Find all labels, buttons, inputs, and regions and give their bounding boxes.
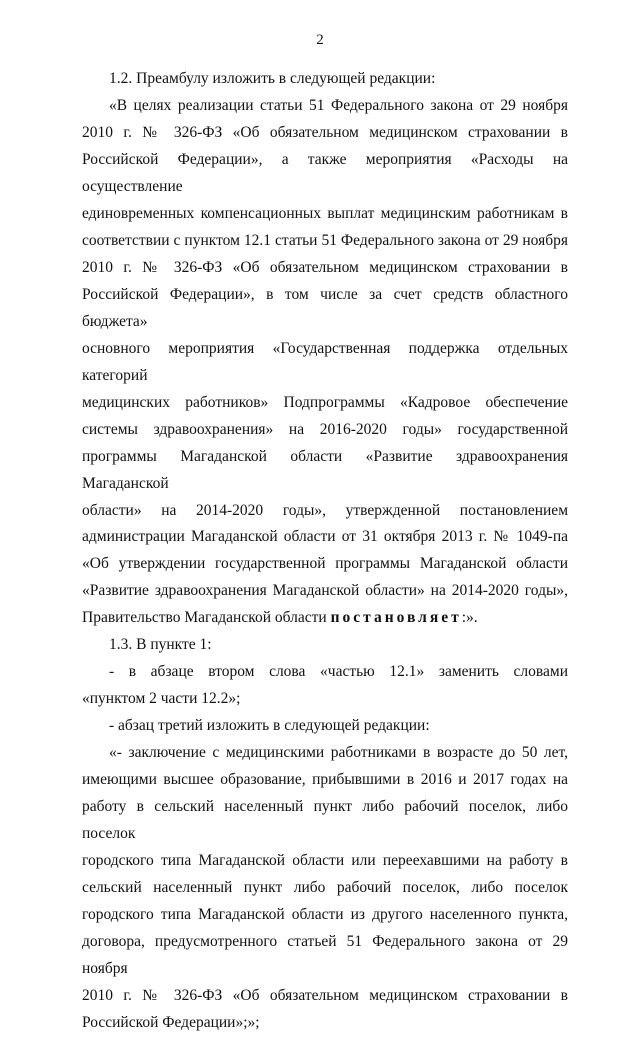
preamble-line: «В целях реализации статьи 51 Федерального закона от 29 ноября (109, 96, 568, 114)
quote-last-line: Российской Федерации»;»; (82, 1013, 260, 1031)
item-1-3-heading: 1.3. В пункте 1: (109, 636, 212, 654)
item-1-3-sub1 (82, 659, 568, 713)
preamble-last-end: :». (461, 609, 478, 627)
sub1-line: «пунктом 2 части 12.2»; (82, 690, 241, 708)
preamble-last-line (82, 605, 568, 632)
preamble-line: основного мероприятия «Государственная поддержка отдельных категорий (82, 339, 568, 384)
quote-line: сельский населенный пункт либо рабочий поселок, либо поселок (82, 879, 568, 897)
preamble-line: Российской Федерации», а также мероприятия «Расходы на осуществление (82, 150, 568, 195)
quote-line: работу в сельский населенный пункт либо рабочий поселок, либо поселок (82, 798, 568, 843)
item-1-3-sub2: - абзац третий изложить в следующей редакции: (109, 717, 430, 735)
quote-line: «- заключение с медицинскими работниками в возрасте до 50 лет, (109, 744, 568, 762)
quote-line: городского типа Магаданской области из другого населенного пункта, (82, 906, 568, 924)
preamble-line: соответствии с пунктом 12.1 статьи 51 Федерального закона от 29 ноября (82, 231, 568, 249)
preamble-last-start: Правительство Магаданской области (82, 609, 327, 627)
preamble-line: администрации Магаданской области от 31 октября 2013 г. № 1049-па (82, 528, 568, 546)
quote-line: имеющими высшее образование, прибывшими в 2016 и 2017 годах на (82, 771, 568, 789)
sub1-line: - в абзаце втором слова «частью 12.1» заменить словами (109, 663, 568, 681)
quote-line: городского типа Магаданской области или переехавшими на работу в (82, 852, 568, 870)
preamble-line: области» на 2014-2020 годы», утвержденной постановлением (82, 501, 568, 519)
preamble-line: «Развитие здравоохранения Магаданской области» на 2014-2020 годы», (82, 582, 568, 600)
page-number: 2 (316, 32, 324, 48)
postanovlyaet-word: постановляет (330, 609, 462, 627)
preamble-line: программы Магаданской области «Развитие здравоохранения Магаданской (82, 447, 568, 492)
quote-line: 2010 г. № 326-ФЗ «Об обязательном медицинском страховании в (82, 986, 568, 1004)
preamble-line: единовременных компенсационных выплат медицинским работникам в (82, 204, 568, 222)
item-1-2-heading: 1.2. Преамбулу изложить в следующей редакции: (109, 70, 436, 87)
preamble-line: «Об утверждении государственной программы Магаданской области (82, 555, 568, 573)
quote-line: договора, предусмотренного статьей 51 Федерального закона от 29 ноября (82, 933, 568, 977)
item-1-2-paragraph (82, 93, 568, 632)
item-1-3-quote (82, 740, 568, 1037)
preamble-line: Российской Федерации», в том числе за счет средств областного бюджета» (82, 285, 568, 330)
preamble-line: 2010 г. № 326-ФЗ «Об обязательном медицинском страховании в (82, 123, 568, 141)
preamble-line: системы здравоохранения» на 2016-2020 годы» государственной (82, 420, 568, 438)
preamble-line: медицинских работников» Подпрограммы «Кадровое обеспечение (82, 393, 568, 411)
document-body (82, 66, 568, 1037)
preamble-line: 2010 г. № 326-ФЗ «Об обязательном медицинском страховании в (82, 258, 568, 276)
